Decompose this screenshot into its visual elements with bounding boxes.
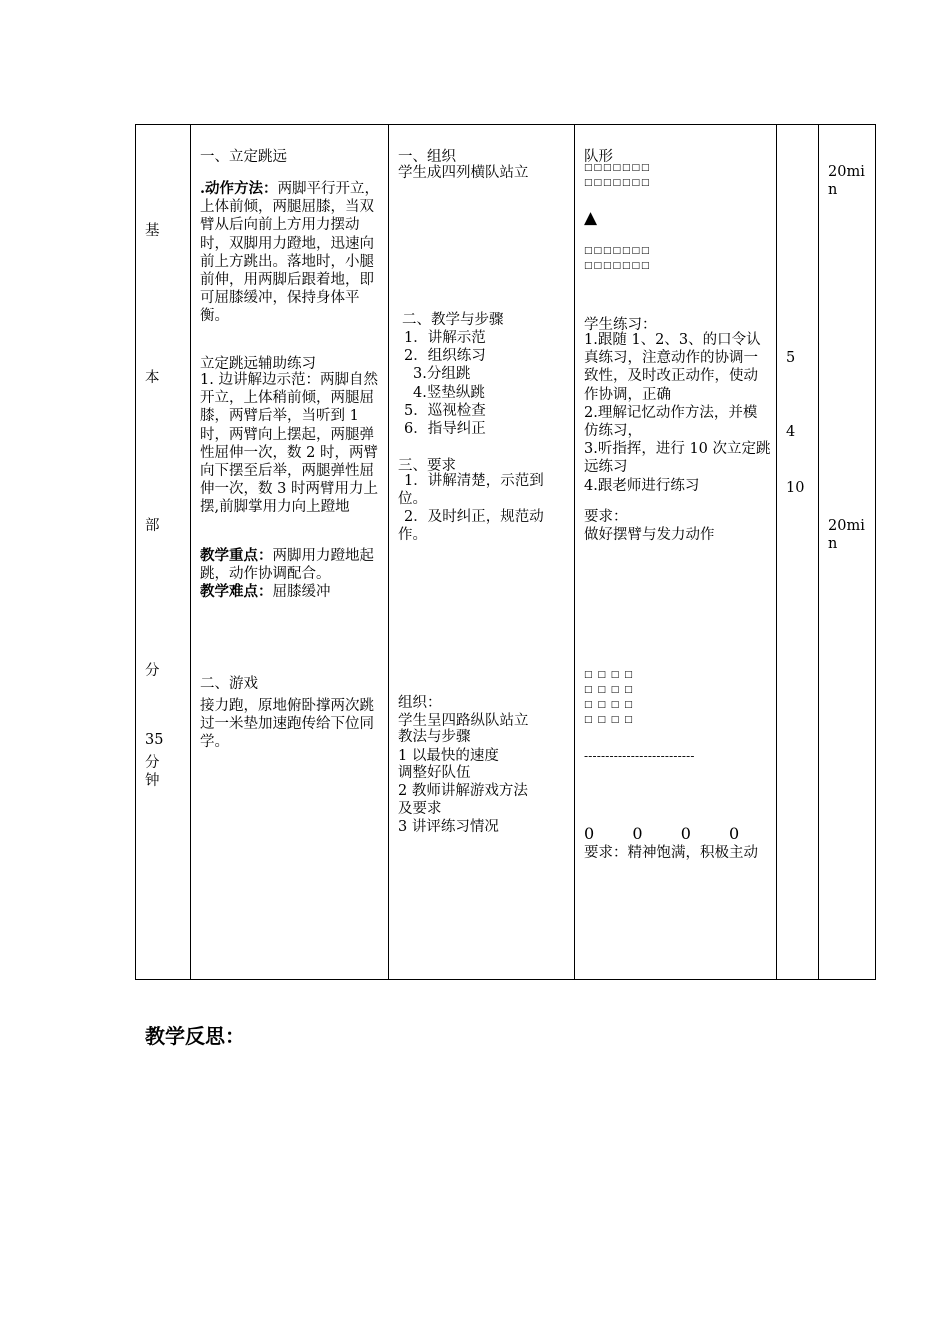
formation-row: □□□□□□□ [584, 163, 651, 173]
game-divider-line: -------------------------- [584, 749, 695, 763]
step-item: 6．指导纠正 [404, 421, 486, 437]
game-step-line: 2 教师讲解游戏方法 [398, 783, 528, 799]
step-item: 1．讲解示范 [404, 330, 486, 346]
practice-title: 学生练习： [584, 317, 657, 333]
organization-title: 一、组织 [398, 149, 456, 165]
practice-text: 1.跟随 1、2、3、的口令认真练习，注意动作的协调一致性，及时改正动作，使动作协调，正确 2.理解记忆动作方法，并模仿练习， 3.听指挥，进行 10 次立定跳远练习 4.跟老师进行练习 [584, 332, 771, 494]
step-item: 3.分组跳 [413, 366, 471, 382]
formation-row: □□□□□□□ [584, 246, 651, 256]
game-step-line: 学生呈四路纵队站立 [398, 713, 529, 729]
duration-value: 20min [828, 164, 865, 199]
column-divider [818, 125, 819, 979]
section-char: 基 [145, 223, 160, 239]
section-time-number: 35 [145, 732, 164, 748]
teacher-triangle-icon: ▲ [584, 208, 598, 228]
game-step-line: 教法与步骤 [398, 729, 471, 745]
column-divider [776, 125, 777, 979]
key-text: 两脚用力蹬地起跳，动作协调配合。 [200, 548, 374, 583]
steps-title: 二、教学与步骤 [402, 312, 504, 328]
teaching-difficulty [200, 583, 382, 601]
reflection-heading: 教学反思： [145, 1024, 245, 1048]
section-char: 分 [145, 663, 160, 679]
game-requirement: 要求：精神饱满，积极主动 [584, 845, 758, 861]
organization-text: 学生成四列横队站立 [398, 165, 529, 181]
game-formation-row: □ □ □ □ [584, 670, 634, 680]
game-step-line: 及要求 [398, 801, 442, 817]
section-char: 部 [145, 518, 160, 534]
practice-requirement-title: 要求： [584, 509, 628, 525]
count-value: 4 [786, 424, 796, 440]
formation-title: 队形 [584, 149, 613, 165]
section-time-char: 分 [145, 755, 160, 771]
game-markers: 0 0 0 0 [584, 824, 740, 843]
section-char: 本 [145, 370, 160, 386]
step-item: 4.竖垫纵跳 [413, 385, 485, 401]
aux-practice-text: 1. 边讲解边示范：两脚自然开立，上体稍前倾，两腿屈膝，两臂后举，当听到 1 时，两臂向上摆起，两腿弹性屈伸一次，数 2 时，两臂向下摆至后举，两腿弹性屈伸一次，数 3 时两臂用力上摆,前脚掌用力向上蹬地 [200, 372, 378, 516]
game-formation-row: □ □ □ □ [584, 685, 634, 695]
formation-row: □□□□□□□ [584, 261, 651, 271]
requirement-item: 1．讲解清楚，示范到位。 [398, 473, 544, 508]
section1-title: 一、立定跳远 [200, 149, 287, 165]
step-item: 5．巡视检查 [404, 403, 486, 419]
game-description: 接力跑，原地俯卧撑两次跳过一米垫加速跑传给下位同学。 [200, 698, 374, 751]
game-formation-row: □ □ □ □ [584, 715, 634, 725]
formation-row: □□□□□□□ [584, 178, 651, 188]
aux-practice-title: 立定跳远辅助练习 [200, 356, 316, 372]
game-step-line: 3 讲评练习情况 [398, 819, 499, 835]
key-label: 教学重点： [200, 547, 273, 564]
column-divider [574, 125, 575, 979]
game-step-line: 调整好队伍 [398, 765, 471, 781]
difficulty-text: 屈膝缓冲 [272, 584, 331, 600]
count-value: 10 [786, 480, 805, 496]
count-value: 5 [786, 350, 796, 366]
game-step-line: 1 以最快的速度 [398, 748, 499, 764]
lesson-table [135, 124, 876, 980]
teaching-key-point [200, 547, 382, 583]
method-label: .动作方法： [200, 180, 278, 197]
section-time-char: 钟 [145, 773, 160, 789]
step-item: 2．组织练习 [404, 348, 486, 364]
difficulty-label: 教学难点： [200, 583, 273, 600]
column-divider [388, 125, 389, 979]
requirement-item: 2．及时纠正，规范动作。 [398, 509, 544, 544]
column-divider [190, 125, 191, 979]
requirements-title: 三、要求 [398, 458, 456, 474]
action-method [200, 180, 382, 326]
duration-value: 20min [828, 518, 865, 553]
game-formation-row: □ □ □ □ [584, 700, 634, 710]
game-organization-title: 组织： [398, 695, 442, 711]
section2-title: 二、游戏 [200, 676, 258, 692]
method-text: 两脚平行开立，上体前倾，两腿屈膝，当双臂从后向前上方用力摆动时，双脚用力蹬地，迅速向前上方跳出。落地时，小腿前伸，用两脚后跟着地，即可屈膝缓冲，保持身体平衡。 [200, 181, 380, 325]
practice-requirement-text: 做好摆臂与发力动作 [584, 527, 715, 543]
